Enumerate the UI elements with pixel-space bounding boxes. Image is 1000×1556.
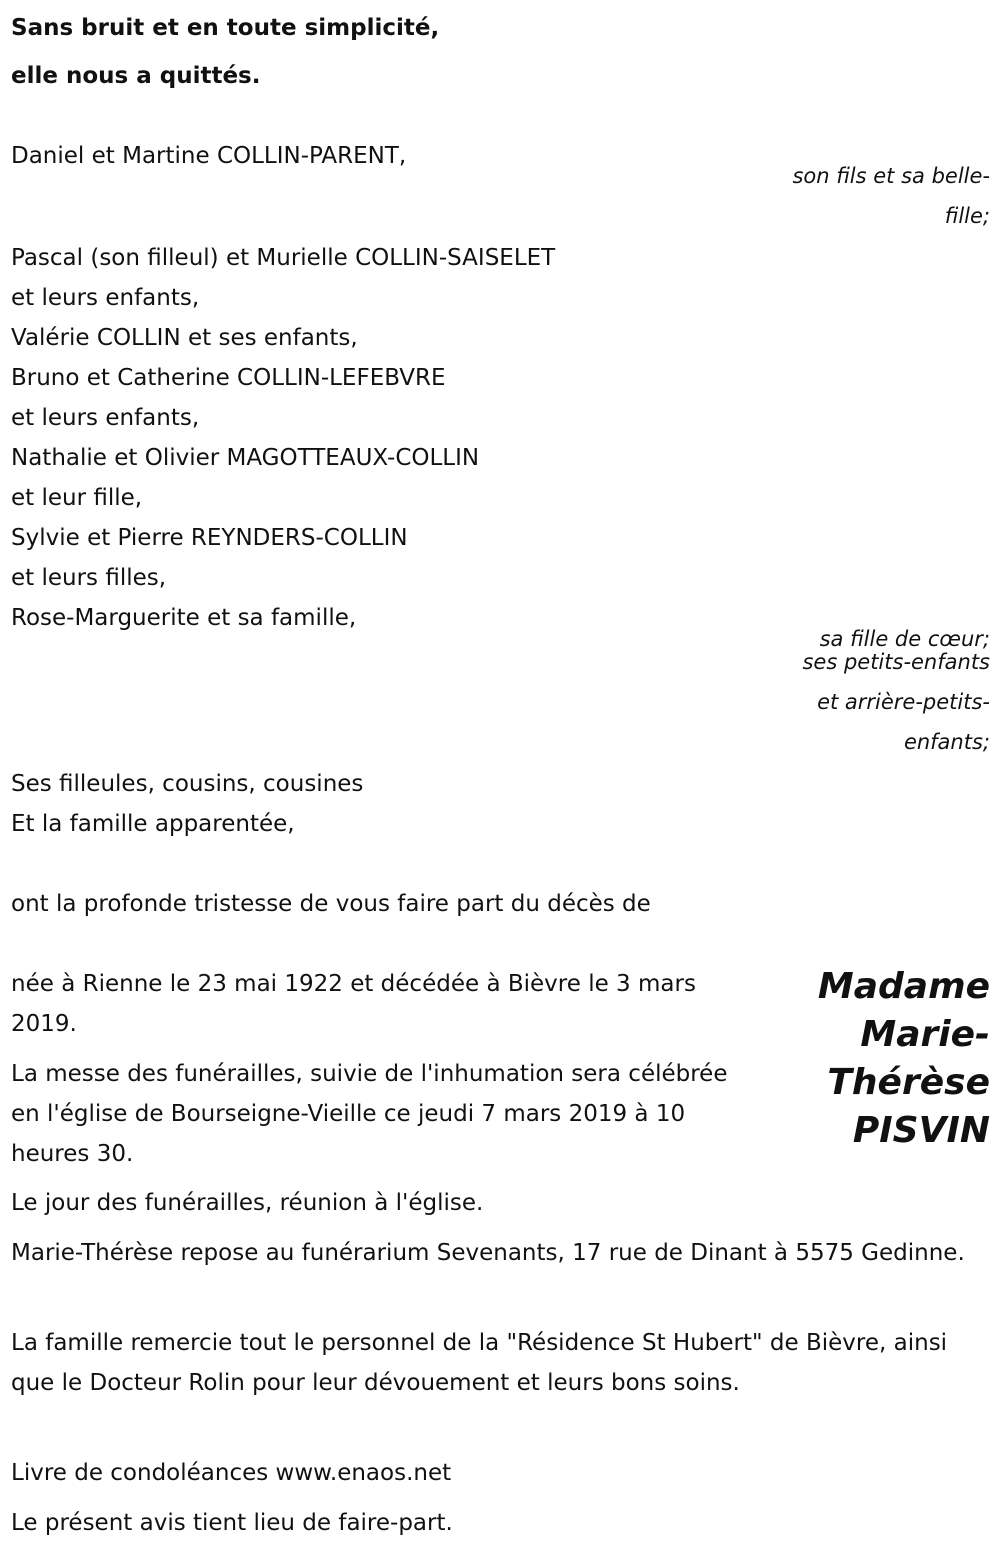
family-line: Pascal (son filleul) et Murielle COLLIN-SAISELET [11, 245, 556, 271]
family-line: Bruno et Catherine COLLIN-LEFEBVRE [11, 365, 446, 391]
announcement: ont la profonde tristesse de vous faire part du décès de [11, 891, 651, 917]
deceased-name-line-2: Marie- [860, 1014, 990, 1055]
son-relation-line-1: son fils et sa belle- [792, 164, 990, 188]
family-line: et leurs enfants, [11, 405, 200, 431]
deceased-name-line-1: Madame [817, 966, 990, 1007]
relation-grandchildren-line-1: ses petits-enfants [802, 650, 990, 674]
family-others-line-2: Et la famille apparentée, [11, 811, 295, 837]
condolences-info: Livre de condoléances www.enaos.net [11, 1460, 452, 1486]
relation-grandchildren-line-3: enfants; [903, 730, 990, 754]
deceased-name [760, 963, 990, 1155]
family-others-line-1: Ses filleules, cousins, cousines [11, 771, 364, 797]
reunion-info: Le jour des funérailles, réunion à l'église. [11, 1190, 484, 1216]
family-line: Valérie COLLIN et ses enfants, [11, 325, 358, 351]
header-line-2: elle nous a quittés. [11, 63, 261, 89]
family-line: Sylvie et Pierre REYNDERS-COLLIN [11, 525, 408, 551]
birth-death-info: née à Rienne le 23 mai 1922 et décédée à Bièvre le 3 mars 2019. [11, 971, 696, 1037]
funeral-info: La messe des funérailles, suivie de l'inhumation sera célébrée en l'église de Bourseigne-Vieille ce jeudi 7 mars 2019 à 10 heures 30. [11, 1061, 728, 1167]
header-line-1: Sans bruit et en toute simplicité, [11, 15, 440, 41]
family-son: Daniel et Martine COLLIN-PARENT, [11, 143, 407, 169]
funerarium-info: Marie-Thérèse repose au funérarium Sevenants, 17 rue de Dinant à 5575 Gedinne. [11, 1240, 965, 1266]
family-line: et leurs filles, [11, 565, 167, 591]
deceased-name-line-4: PISVIN [852, 1110, 990, 1151]
thanks-info: La famille remercie tout le personnel de la "Résidence St Hubert" de Bièvre, ainsi que le Docteur Rolin pour leur dévouement et leurs bons soins. [11, 1330, 948, 1396]
notice-info: Le présent avis tient lieu de faire-part. [11, 1510, 453, 1536]
relation-grandchildren-line-2: et arrière-petits- [817, 690, 990, 714]
son-relation-line-2: fille; [944, 204, 990, 228]
deceased-name-line-3: Thérèse [827, 1062, 990, 1103]
family-line: et leurs enfants, [11, 285, 200, 311]
relation-heart-daughter: sa fille de cœur; [819, 627, 990, 651]
family-line: Nathalie et Olivier MAGOTTEAUX-COLLIN [11, 445, 480, 471]
family-line: Rose-Marguerite et sa famille, [11, 605, 357, 631]
family-line: et leur fille, [11, 485, 143, 511]
